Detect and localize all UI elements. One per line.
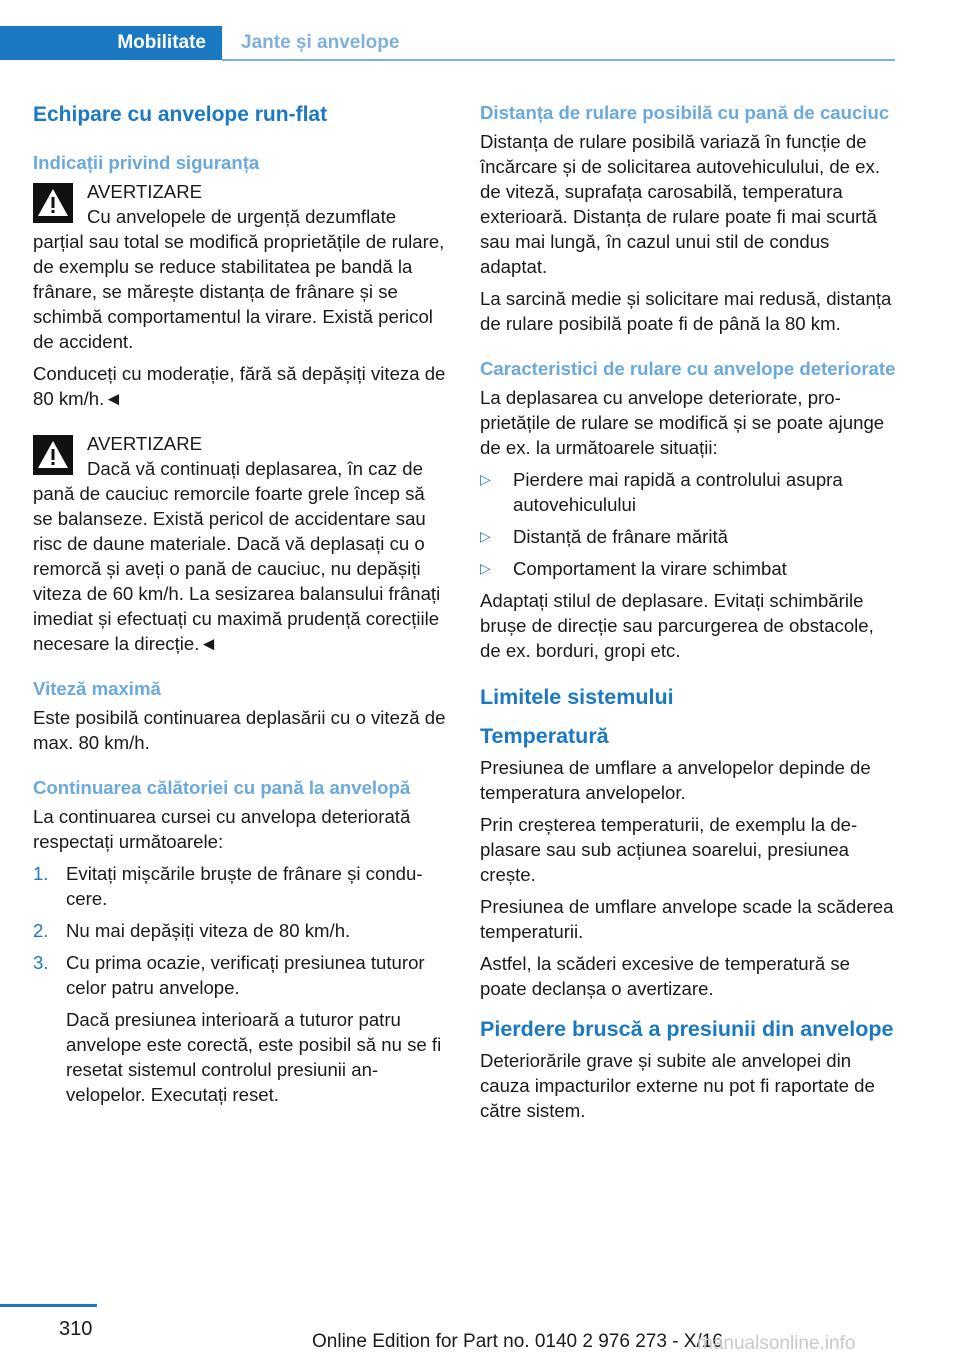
bullet-item — [480, 524, 896, 549]
step-number: 1. — [33, 863, 49, 884]
bullet-text: Distanță de frânare mărită — [513, 526, 728, 547]
left-column — [33, 100, 449, 1114]
damaged-text: La deplasarea cu anvelope deteriorate, proprietățile de rulare se modifică și se poate ajunge de ex. la următoarele situații: — [480, 387, 885, 458]
tab-jante-anvelope — [222, 26, 399, 60]
warning-label: AVERTIZARE — [87, 433, 203, 454]
triangle-bullet-icon: ▷ — [480, 560, 491, 576]
steps-list — [33, 861, 449, 1107]
warning-text: Cu anvelopele de urgență dezumflate parțial sau total se modifică proprietățile de rulare, de exemplu se reduce stabilitatea pe bandă la frânare, se mărește distanța de frânare și se schimbă comportamentul la virare. Există pericol de accident. — [33, 206, 445, 352]
limits-heading: Limitele sistemului — [480, 685, 674, 709]
warning-label: AVERTIZARE — [87, 181, 203, 202]
right-column — [480, 100, 896, 1130]
pressure-loss-text: Deteriorările grave și subite ale anvelopei din cauza impacturilor externe nu pot fi raportate de către sistem. — [480, 1050, 875, 1121]
edition-note: Online Edition for Part no. 0140 2 976 273 - X/16 — [312, 1331, 723, 1352]
bullet-item — [480, 556, 896, 581]
warning-triangle-icon — [33, 435, 73, 475]
bullet-text: Comportament la virare schimbat — [513, 558, 787, 579]
distance-text-2: La sarcină medie și solicitare mai redusă, distanța de rulare posibilă poate fi de până la 80 km. — [480, 288, 892, 334]
tab-mobilitate — [0, 26, 222, 60]
footer-rule — [0, 1304, 97, 1307]
adapt-text: Adaptați stilul de deplasare. Evitați schimbările brușe de direcție sau parcurgerea de obstacole, de ex. borduri, gropi etc. — [480, 590, 874, 661]
subsection-label: Jante și anvelope — [241, 32, 400, 53]
warning-text: Dacă vă continuați deplasarea, în caz de pană de cauciuc remorcile foarte grele încep să se balanseze. Există pericol de accidentare sau risc de daune materiale. Dacă vă deplasați cu o remorcă și aveți o pană de cauciuc, nu depășiți viteza de 60 km/h. La sesizarea balansului frânați imediat și efectuați cu maximă prudență corecțiile necesare la direcție.◄ — [33, 458, 441, 654]
step-item — [33, 950, 449, 1107]
temperature-text-2: Prin creșterea temperaturii, de exemplu la deplasare sau sub acțiunea soarelui, presiunea crește. — [480, 814, 858, 885]
triangle-bullet-icon: ▷ — [480, 528, 491, 544]
distance-text-1: Distanța de rulare posibilă variază în funcție de încărcare și de solicitarea autovehiculului, de ex. de viteză, suprafața carosabilă, temperatura exterioară. Distanța de rulare poate fi mai scurtă sau mai lungă, în cazul unui stil de condus adaptat. — [480, 131, 880, 277]
safety-heading: Indicații privind siguranța — [33, 152, 260, 173]
damaged-heading: Caracteristici de rulare cu anvelope deteriorate — [480, 358, 896, 379]
step-text: Cu prima ocazie, verificați presiunea tuturor celor patru anvelope. — [66, 952, 425, 998]
section-title: Echipare cu anvelope run-flat — [33, 103, 328, 126]
bullet-list — [480, 467, 896, 581]
step-text: Nu mai depășiți viteza de 80 km/h. — [66, 920, 351, 941]
step-text: Evitați mișcările bruște de frânare și conducere. — [66, 863, 423, 909]
continue-text: La continuarea cursei cu anvelopa deteriorată respectați următoarele: — [33, 806, 411, 852]
section-label: Mobilitate — [117, 32, 206, 53]
step-item — [33, 918, 449, 943]
header-rule — [222, 59, 895, 61]
warning-text-2: Conduceți cu moderație, fără să depășiți viteza de 80 km/h.◄ — [33, 363, 446, 409]
step-extra-text: Dacă presiunea interioară a tuturor patru anvelope este corectă, este posibil să nu se fi resetat sistemul controlul presiunii anvelopelor. Executați reset. — [66, 1009, 442, 1105]
step-item — [33, 861, 449, 911]
step-number: 3. — [33, 952, 49, 973]
pressure-loss-heading: Pierdere bruscă a presiunii din anvelope — [480, 1017, 894, 1041]
triangle-bullet-icon: ▷ — [480, 471, 491, 487]
bullet-text: Pierdere mai rapidă a controlului asupra autovehiculului — [513, 469, 843, 515]
speed-heading: Viteză maximă — [33, 678, 161, 699]
temperature-text-3: Presiunea de umflare anvelope scade la scăderea temperaturii. — [480, 896, 894, 942]
page-number: 310 — [59, 1318, 93, 1340]
warning-triangle-icon — [33, 183, 73, 223]
speed-text: Este posibilă continuarea deplasării cu o viteză de max. 80 km/h. — [33, 707, 446, 753]
continue-heading: Continuarea călătoriei cu pană la anvelopă — [33, 777, 411, 798]
distance-heading: Distanța de rulare posibilă cu pană de cauciuc — [480, 102, 890, 123]
temperature-heading: Temperatură — [480, 724, 609, 748]
bullet-item — [480, 467, 896, 517]
watermark: manualsonline.info — [697, 1333, 856, 1354]
temperature-text-1: Presiunea de umflare a anvelopelor depinde de temperatura anvelopelor. — [480, 757, 871, 803]
warning-block-1 — [33, 179, 449, 354]
warning-block-2 — [33, 431, 449, 656]
step-number: 2. — [33, 920, 49, 941]
temperature-text-4: Astfel, la scăderi excesive de temperatură se poate declanșa o avertizare. — [480, 953, 850, 999]
